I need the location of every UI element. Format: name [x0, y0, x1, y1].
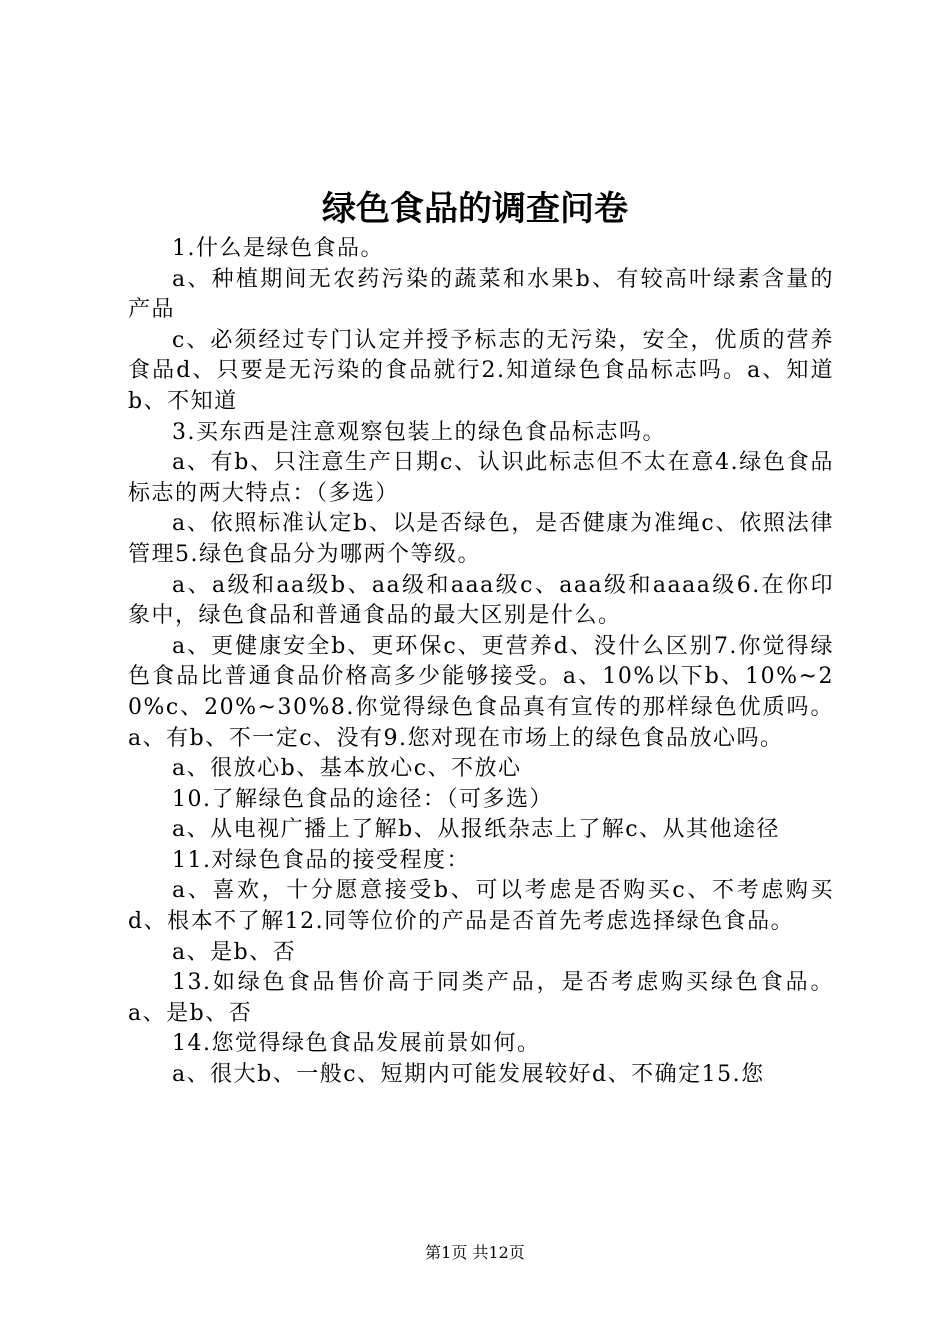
page-number-footer: 第1页 共12页 — [425, 1243, 525, 1262]
paragraph: 13.如绿色食品售价高于同类产品，是否考虑购买绿色食品。a、是b、否 — [128, 970, 834, 1026]
paragraph: 11.对绿色食品的接受程度： — [172, 847, 470, 873]
paragraph: a、是b、否 — [172, 939, 297, 965]
paragraph: a、从电视广播上了解b、从报纸杂志上了解c、从其他途径 — [172, 817, 781, 843]
paragraph: a、更健康安全b、更环保c、更营养d、没什么区别7.你觉得绿色食品比普通食品价格高多少能够接受。a、10%以下b、10%~20%c、20%~30%8.你觉得绿色食品真有宣传的那样绿色优质吗。a、有b、不一定c、没有9.您对现在市场上的绿色食品放心吗。 — [128, 633, 834, 751]
paragraph: 10.了解绿色食品的途径：（可多选） — [172, 786, 553, 812]
paragraph: a、a级和aa级b、aa级和aaa级c、aaa级和aaaa级6.在你印象中，绿色食品和普通食品的最大区别是什么。 — [128, 572, 834, 629]
paragraph: a、喜欢，十分愿意接受b、可以考虑是否购买c、不考虑购买d、根本不了解12.同等位价的产品是否首先考虑选择绿色食品。 — [128, 878, 834, 935]
paragraph: a、依照标准认定b、以是否绿色，是否健康为准绳c、依照法律管理5.绿色食品分为哪两个等级。 — [128, 511, 834, 567]
paragraph: a、很放心b、基本放心c、不放心 — [172, 756, 522, 782]
paragraph: a、种植期间无农药污染的蔬菜和水果b、有较高叶绿素含量的产品 — [128, 266, 834, 323]
document-title: 绿色食品的调查问卷 — [322, 189, 628, 229]
paragraph: 14.您觉得绿色食品发展前景如何。 — [172, 1031, 541, 1057]
paragraph: a、有b、只注意生产日期c、认识此标志但不太在意4.绿色食品标志的两大特点：（多选） — [128, 450, 834, 506]
paragraph: c、必须经过专门认定并授予标志的无污染，安全，优质的营养食品d、只要是无污染的食品就行2.知道绿色食品标志吗。a、知道b、不知道 — [128, 327, 834, 414]
paragraph: a、很大b、一般c、短期内可能发展较好d、不确定15.您 — [172, 1062, 765, 1088]
paragraph: 3.买东西是注意观察包装上的绿色食品标志吗。 — [172, 419, 666, 445]
document-body — [128, 234, 834, 1091]
paragraph: 1.什么是绿色食品。 — [172, 236, 384, 261]
